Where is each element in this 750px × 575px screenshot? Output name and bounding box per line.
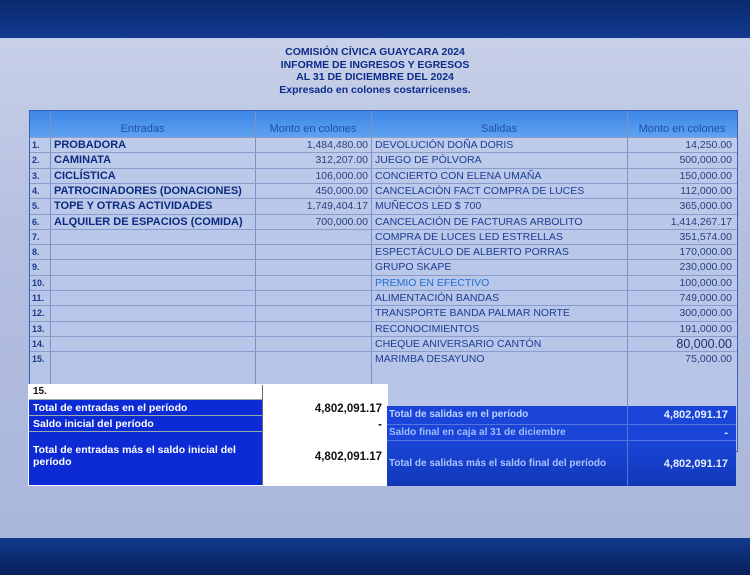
table-row — [30, 290, 737, 305]
bottom-background-band — [0, 538, 750, 575]
saldo-final-row — [387, 424, 736, 440]
table-row — [30, 244, 737, 259]
header-date: AL 31 DE DICIEMBRE DEL 2024 — [296, 71, 454, 83]
salida-label: MUÑECOS LED $ 700 — [375, 200, 482, 213]
row-number: 2. — [32, 155, 40, 166]
salida-amount: 749,000.00 — [679, 292, 732, 304]
report-header — [0, 46, 750, 96]
saldo-inicial-label: Saldo inicial del período — [33, 418, 154, 430]
total-salidas-mas-saldo-row — [387, 440, 736, 486]
salida-label: COMPRA DE LUCES LED ESTRELLAS — [375, 230, 563, 243]
row-number: 6. — [32, 216, 40, 227]
entrada-amount — [257, 352, 368, 367]
row-number: 1. — [32, 140, 40, 150]
header-entradas: Entradas — [120, 123, 165, 135]
entrada-label: CAMINATA — [54, 154, 112, 167]
entrada-amount — [257, 337, 368, 352]
entrada-label: PROBADORA — [54, 139, 127, 151]
entrada-label — [54, 230, 254, 245]
total-salidas-mas-saldo-value: 4,802,091.17 — [663, 458, 728, 470]
entrada-amount — [257, 276, 368, 291]
row-number: 9. — [32, 262, 40, 273]
top-background-band — [0, 0, 750, 38]
table-row — [30, 351, 737, 366]
total-mas-saldo-label: Total de entradas más el saldo inicial del período — [33, 444, 236, 468]
salida-label: ESPECTÁCULO DE ALBERTO PORRAS — [375, 246, 569, 259]
salida-amount: 14,250.00 — [685, 139, 732, 151]
salida-label: CANCELACIÓN DE FACTURAS ARBOLITO — [375, 215, 583, 228]
table-row — [30, 305, 737, 320]
table-row — [30, 336, 737, 351]
salida-amount: 170,000.00 — [679, 246, 732, 259]
salida-label: RECONOCIMIENTOS — [375, 322, 480, 335]
salida-label: JUEGO DE PÓLVORA — [375, 154, 482, 167]
salida-label: GRUPO SKAPE — [375, 261, 452, 274]
entrada-amount — [257, 322, 368, 337]
row-number: 11. — [32, 293, 45, 303]
entradas-totals-box — [29, 385, 387, 485]
row-number: 15. — [33, 386, 47, 397]
table-header-row — [30, 111, 737, 137]
entrada-amount: 1,749,404.17 — [306, 200, 368, 213]
entrada-label — [54, 306, 254, 321]
salida-amount: 150,000.00 — [679, 169, 732, 182]
entrada-label — [54, 260, 254, 275]
salida-label: CONCIERTO CON ELENA UMAÑA — [375, 169, 542, 182]
row-number: 3. — [32, 170, 40, 181]
table-row — [30, 198, 737, 213]
entrada-amount: 450,000.00 — [315, 184, 368, 197]
header-monto-entradas: Monto en colones — [269, 123, 357, 135]
header-title: COMISIÓN CÍVICA GUAYCARA 2024 — [285, 46, 465, 58]
header-subtitle: INFORME DE INGRESOS Y EGRESOS — [280, 58, 470, 71]
salida-label: CHEQUE ANIVERSARIO CANTÓN — [375, 337, 542, 350]
entrada-amount — [257, 306, 368, 321]
salida-label: PREMIO EN EFECTIVO — [375, 276, 490, 289]
entrada-amount — [257, 245, 368, 260]
entrada-label: TOPE Y OTRAS ACTIVIDADES — [54, 200, 213, 213]
row-number: 8. — [32, 247, 40, 258]
entrada-amount — [257, 260, 368, 275]
table-row — [30, 214, 737, 229]
salida-amount: 75,000.00 — [685, 353, 732, 366]
table-row — [30, 168, 737, 183]
row-number: 12. — [32, 308, 45, 319]
saldo-final-label: Saldo final en caja al 31 de diciembre — [389, 427, 566, 438]
entrada-label: ALQUILER DE ESPACIOS (COMIDA) — [54, 215, 243, 228]
row-number: 5. — [32, 201, 40, 212]
salida-amount: 80,000.00 — [676, 336, 732, 351]
salida-label: TRANSPORTE BANDA PALMAR NORTE — [375, 307, 570, 320]
entrada-amount — [257, 291, 368, 306]
entrada-label — [54, 322, 254, 337]
salida-label: CANCELACIÓN FACT COMPRA DE LUCES — [375, 184, 585, 197]
header-currency-note: Expresado en colones costarricenses. — [279, 83, 471, 96]
salida-label: DEVOLUCIÓN DOÑA DORIS — [375, 139, 514, 151]
row-number: 4. — [32, 185, 40, 196]
salida-label: MARIMBA DESAYUNO — [375, 353, 485, 366]
entrada-label — [54, 245, 254, 260]
entrada-label — [54, 352, 254, 367]
salida-amount: 1,414,267.17 — [670, 215, 732, 228]
table-row — [30, 259, 737, 274]
table-row — [30, 275, 737, 290]
salida-amount: 300,000.00 — [679, 307, 732, 320]
total-entradas-label: Total de entradas en el período — [33, 402, 188, 414]
entrada-amount — [257, 230, 368, 245]
entrada-amount: 700,000.00 — [315, 215, 368, 228]
table-row — [30, 229, 737, 244]
total-salidas-mas-saldo-label: Total de salidas más el saldo final del período — [389, 458, 607, 469]
salida-amount: 191,000.00 — [679, 322, 732, 335]
table-row — [30, 321, 737, 336]
entrada-label: CICLÍSTICA — [54, 169, 116, 182]
table-row — [30, 152, 737, 167]
salida-label: ALIMENTACIÓN BANDAS — [375, 292, 500, 304]
row-number: 7. — [32, 231, 40, 242]
table-row — [30, 183, 737, 198]
header-monto-salidas: Monto en colones — [638, 123, 726, 135]
row-number: 14. — [32, 338, 45, 349]
table-row — [30, 137, 737, 152]
total-salidas-label: Total de salidas en el período — [389, 409, 529, 420]
salida-amount: 230,000.00 — [679, 261, 732, 274]
totals-divider — [627, 406, 628, 486]
saldo-final-value: - — [724, 427, 728, 439]
salida-amount: 351,574.00 — [679, 230, 732, 243]
totals-value-column — [262, 385, 388, 485]
total-entradas-value: 4,802,091.17 — [314, 403, 382, 415]
entrada-amount: 1,484,480.00 — [306, 139, 368, 151]
entrada-label — [54, 291, 254, 306]
entrada-amount: 312,207.00 — [315, 154, 368, 167]
row-number: 13. — [32, 323, 45, 334]
salida-amount: 365,000.00 — [679, 200, 732, 213]
salida-amount: 100,000.00 — [679, 276, 732, 289]
saldo-inicial-value: - — [378, 419, 382, 431]
salida-amount: 500,000.00 — [679, 154, 732, 167]
total-salidas-value: 4,802,091.17 — [663, 409, 728, 421]
salida-amount: 112,000.00 — [680, 184, 732, 197]
total-salidas-row — [387, 406, 736, 424]
header-salidas: Salidas — [480, 123, 518, 135]
entrada-label — [54, 276, 254, 291]
row-number: 15. — [32, 354, 45, 365]
row-number: 10. — [32, 277, 45, 288]
total-mas-saldo-value: 4,802,091.17 — [314, 451, 382, 463]
entrada-label: PATROCINADORES (DONACIONES) — [54, 184, 242, 197]
entrada-amount: 106,000.00 — [315, 169, 368, 182]
entrada-label — [54, 337, 254, 352]
